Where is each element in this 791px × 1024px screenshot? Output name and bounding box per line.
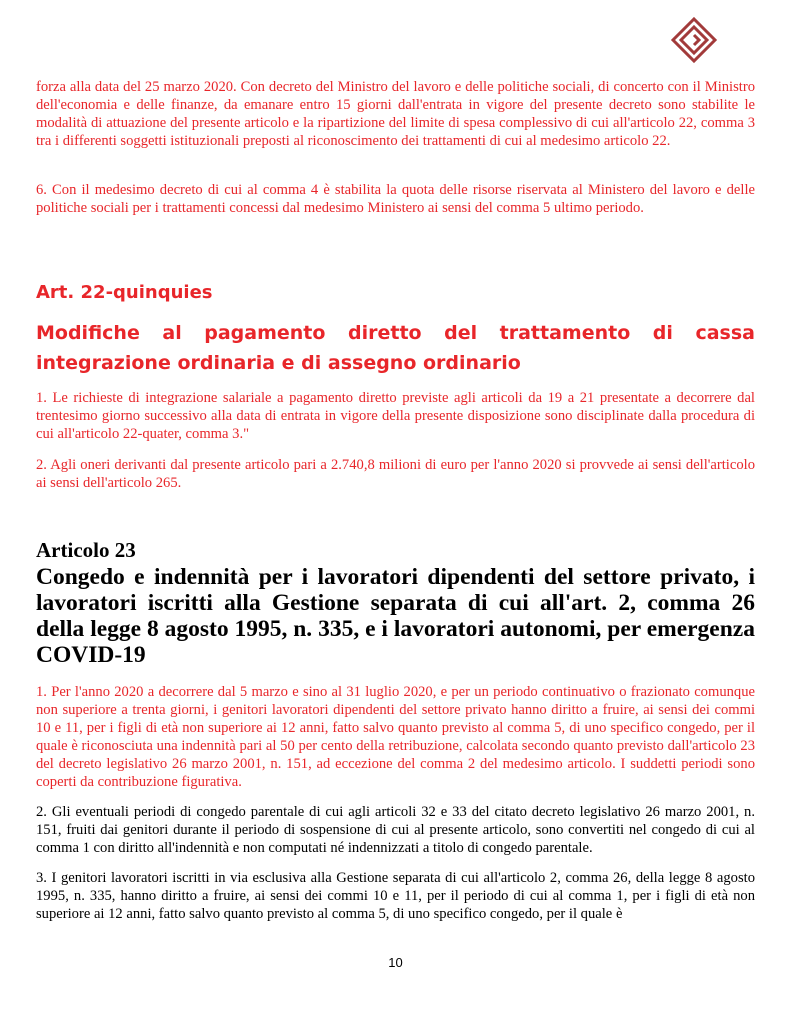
article-22-paragraph-2: 2. Agli oneri derivanti dal presente articolo pari a 2.740,8 milioni di euro per l'anno 2020 si provvede ai sensi dell'articolo ai sensi dell'articolo 265. (36, 457, 755, 491)
article-22-quinquies-subtitle: Modifiche al pagamento diretto del trattamento di cassa integrazione ordinaria e di assegno ordinario (36, 322, 755, 374)
page-number: 10 (388, 955, 403, 970)
paragraph-continued: forza alla data del 25 marzo 2020. Con decreto del Ministro del lavoro e delle politiche sociali, di concerto con il Ministro dell'economia e delle finanze, da emanare entro 15 giorni dall'entrata in vigore del presente decreto sono stabilite le modalità di attuazione del presente articolo e la ripartizione del limite di spesa complessivo di cui all'articolo 22, comma 3 tra i differenti soggetti istituzionali preposti al riconoscimento dei trattamenti di cui al medesimo articolo 22. (36, 79, 755, 149)
article-23-heading: Articolo 23 (36, 538, 136, 562)
diamond-logo-icon (670, 16, 718, 64)
paragraph-comma-6: 6. Con il medesimo decreto di cui al comma 4 è stabilita la quota delle risorse riservata al Ministero del lavoro e delle politiche sociali per i trattamenti concessi dal medesimo Ministero ai sensi del comma 5 ultimo periodo. (36, 182, 755, 216)
article-23-paragraph-2: 2. Gli eventuali periodi di congedo parentale di cui agli articoli 32 e 33 del citato decreto legislativo 26 marzo 2001, n. 151, fruiti dai genitori durante il periodo di sospensione di cui al presente articolo, sono convertiti nel congedo di cui al comma 1 con diritto all'indennità e non computati né indennizzati a titolo di congedo parentale. (36, 804, 755, 856)
article-22-quinquies-heading: Art. 22-quinquies (36, 282, 213, 303)
article-22-paragraph-1: 1. Le richieste di integrazione salariale a pagamento diretto previste agli articoli da 19 a 21 presentate a decorrere dal trentesimo giorno successivo alla data di entrata in vigore della presente disposizione sono disciplinate dalla procedura di cui all'articolo 22-quater, comma 3." (36, 390, 755, 442)
article-23-paragraph-3: 3. I genitori lavoratori iscritti in via esclusiva alla Gestione separata di cui all'articolo 2, comma 26, della legge 8 agosto 1995, n. 335, hanno diritto a fruire, ai sensi dei commi 10 e 11, per il periodo di cui al comma 1, per i figli di età non superiore ai 12 anni, fatto salvo quanto previsto al comma 5, di uno specifico congedo, per il quale è (36, 870, 755, 922)
article-23-paragraph-1: 1. Per l'anno 2020 a decorrere dal 5 marzo e sino al 31 luglio 2020, e per un periodo continuativo o frazionato comunque non superiore a trenta giorni, i genitori lavoratori dipendenti del settore privato hanno diritto a fruire, ai sensi dei commi 10 e 11, per i figli di età non superiore ai 12 anni, fatto salvo quanto previsto al comma 5, di uno specifico congedo, per il quale è riconosciuta una indennità pari al 50 per cento della retribuzione, calcolata secondo quanto previsto dall'articolo 23 del decreto legislativo 26 marzo 2001, n. 151, ad eccezione del comma 2 del medesimo articolo. I suddetti periodi sono coperti da contribuzione figurativa. (36, 684, 755, 790)
article-23-title: Congedo e indennità per i lavoratori dipendenti del settore privato, i lavoratori iscritti alla Gestione separata di cui all'art. 2, comma 26 della legge 8 agosto 1995, n. 335, e i lavoratori autonomi, per emergenza COVID-19 (36, 564, 755, 668)
